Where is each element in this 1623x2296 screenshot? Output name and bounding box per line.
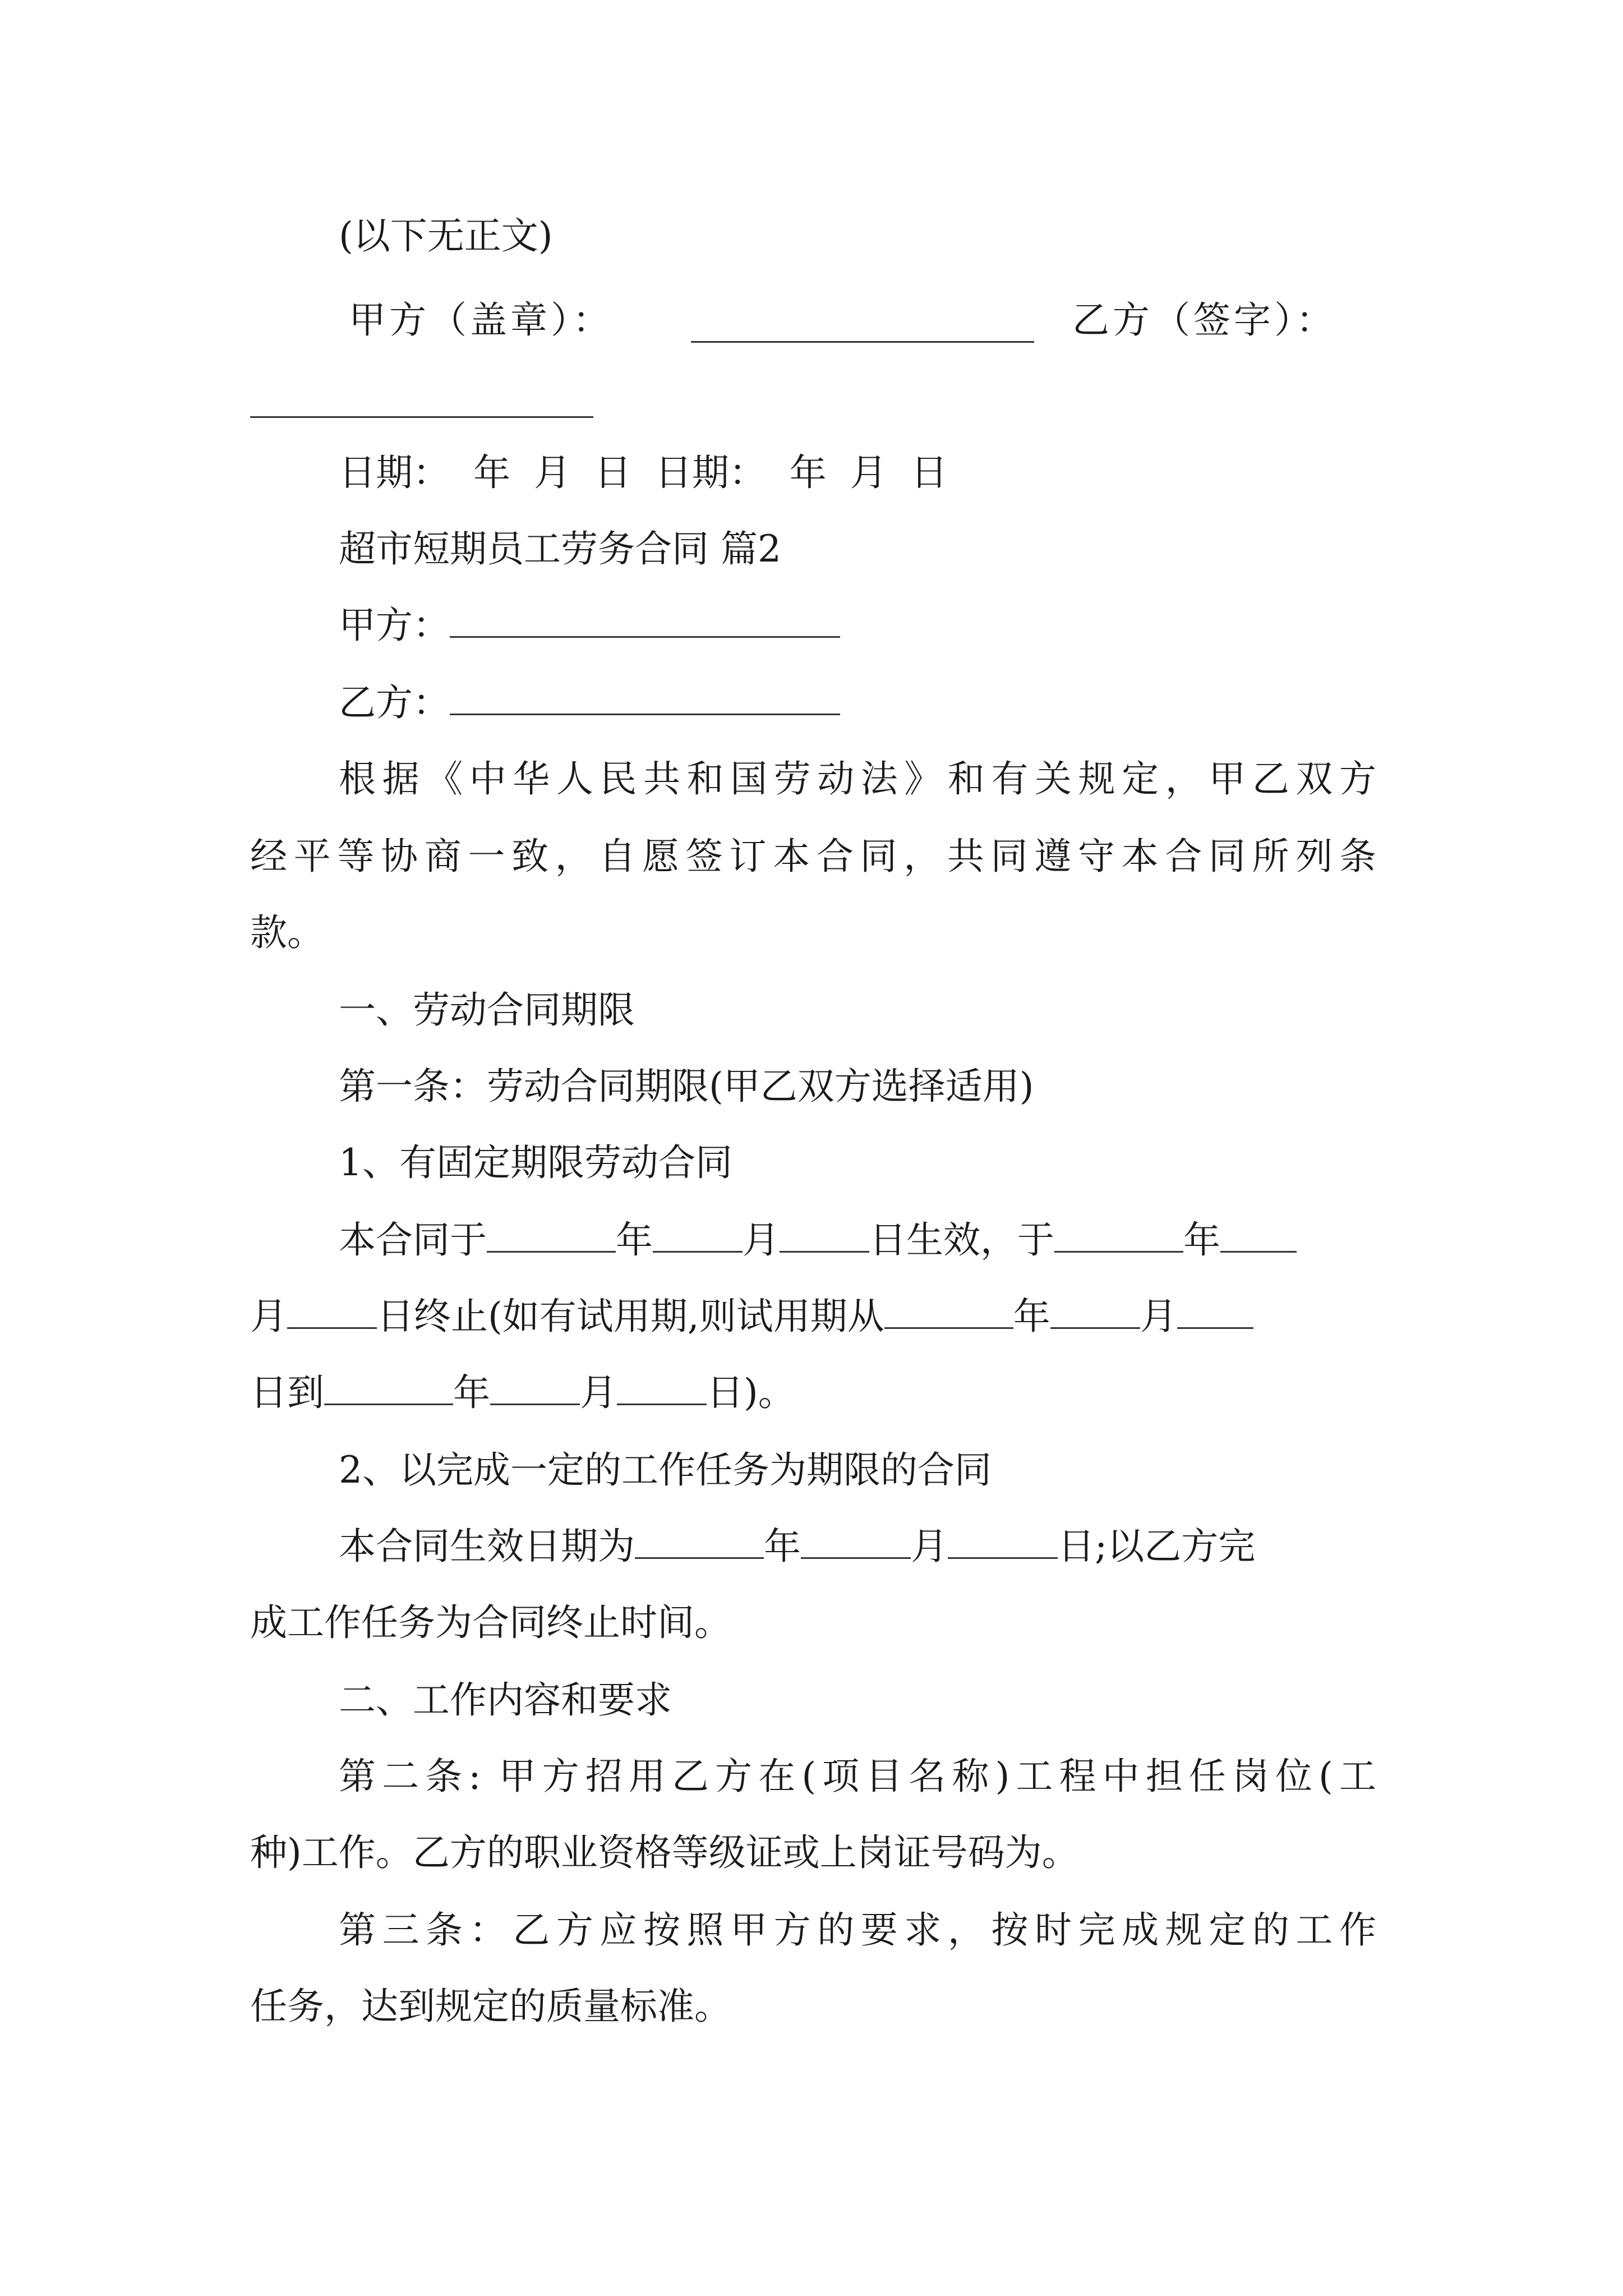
trial-start-month-blank xyxy=(1050,1294,1140,1329)
date-line: 日期： 年 月 日 日期： 年 月 日 xyxy=(339,451,948,494)
effective-year-blank xyxy=(635,1524,764,1559)
party-a-field-label: 甲方： xyxy=(339,604,450,647)
item-2-title: 2、以完成一定的工作任务为期限的合同 xyxy=(339,1448,992,1492)
party-a-name-blank xyxy=(450,602,840,638)
party-a-field xyxy=(339,601,840,650)
effective-month-blank xyxy=(801,1524,911,1559)
intro-line-3: 款。 xyxy=(250,911,324,954)
article-2-line-2: 种)工作。乙方的职业资格等级证或上岗证号码为。 xyxy=(250,1831,1079,1874)
party-a-seal-line xyxy=(691,341,1034,343)
start-month-blank xyxy=(653,1217,743,1253)
effective-day-blank xyxy=(948,1524,1058,1559)
heading-work: 二、工作内容和要求 xyxy=(339,1678,672,1722)
trial-end-day-blank xyxy=(617,1370,707,1405)
article-2-line-1: 第二条: 甲方招用乙方在(项目名称)工程中担任岗位(工 xyxy=(339,1755,1376,1798)
year-label: 年 xyxy=(1013,1295,1050,1338)
start-year-blank xyxy=(487,1217,616,1253)
trial-start-year-blank xyxy=(884,1294,1013,1329)
trial-end-month-blank xyxy=(490,1370,580,1405)
heading-term: 一、劳动合同期限 xyxy=(339,988,635,1032)
article-1: 第一条：劳动合同期限(甲乙双方选择适用) xyxy=(339,1065,1034,1108)
section-title: 超市短期员工劳务合同 篇2 xyxy=(339,527,781,570)
intro-line-1: 根据《中华人民共和国劳动法》和有关规定，甲乙双方 xyxy=(339,757,1376,800)
party-b-name-blank xyxy=(450,680,840,715)
party-b-field xyxy=(339,679,840,727)
item-1-line-2 xyxy=(250,1292,1253,1341)
year-label: 年 xyxy=(616,1218,653,1262)
start-day-blank xyxy=(780,1217,869,1253)
party-b-sign-label: 乙方（签字）： xyxy=(1072,298,1336,342)
month-label: 月 xyxy=(1140,1295,1177,1338)
month-label: 月 xyxy=(580,1371,617,1414)
party-b-field-label: 乙方： xyxy=(339,681,450,724)
month-label: 月 xyxy=(743,1218,780,1262)
item-1-title: 1、有固定期限劳动合同 xyxy=(339,1141,732,1184)
party-a-seal-label: 甲方（盖章）： xyxy=(349,298,613,342)
item-1-line-3 xyxy=(250,1369,795,1417)
article-3-line-1: 第三条：乙方应按照甲方的要求，按时完成规定的工作 xyxy=(339,1908,1376,1952)
item-1-line-1 xyxy=(339,1216,1297,1264)
item-1-text: 日到 xyxy=(250,1371,324,1414)
trial-end-year-blank xyxy=(324,1370,453,1405)
article-3-line-2: 任务，达到规定的质量标准。 xyxy=(250,1985,731,2028)
end-year-blank xyxy=(1054,1217,1183,1253)
party-b-sign-line xyxy=(250,416,593,418)
item-1-text: 日生效，于 xyxy=(869,1218,1054,1262)
item-2-text: 本合同生效日期为 xyxy=(339,1525,635,1568)
trial-start-day-blank xyxy=(1177,1294,1253,1329)
item-1-text: 日终止(如有试用期,则试用期从 xyxy=(377,1295,884,1338)
month-label: 月 xyxy=(911,1525,948,1568)
year-label: 年 xyxy=(1183,1218,1220,1262)
end-day-blank xyxy=(287,1294,377,1329)
month-label: 月 xyxy=(250,1295,287,1338)
item-1-text: 日)。 xyxy=(707,1371,795,1414)
item-2-text: 日;以乙方完 xyxy=(1058,1525,1256,1568)
year-label: 年 xyxy=(764,1525,801,1568)
item-2-line-2: 成工作任务为合同终止时间。 xyxy=(250,1601,731,1644)
item-2-line-1 xyxy=(339,1522,1255,1571)
end-month-blank xyxy=(1220,1217,1297,1253)
item-1-text: 本合同于 xyxy=(339,1218,487,1262)
end-note: (以下无正文) xyxy=(339,214,553,257)
year-label: 年 xyxy=(453,1371,490,1414)
intro-line-2: 经平等协商一致，自愿签订本合同，共同遵守本合同所列条 xyxy=(250,835,1376,878)
